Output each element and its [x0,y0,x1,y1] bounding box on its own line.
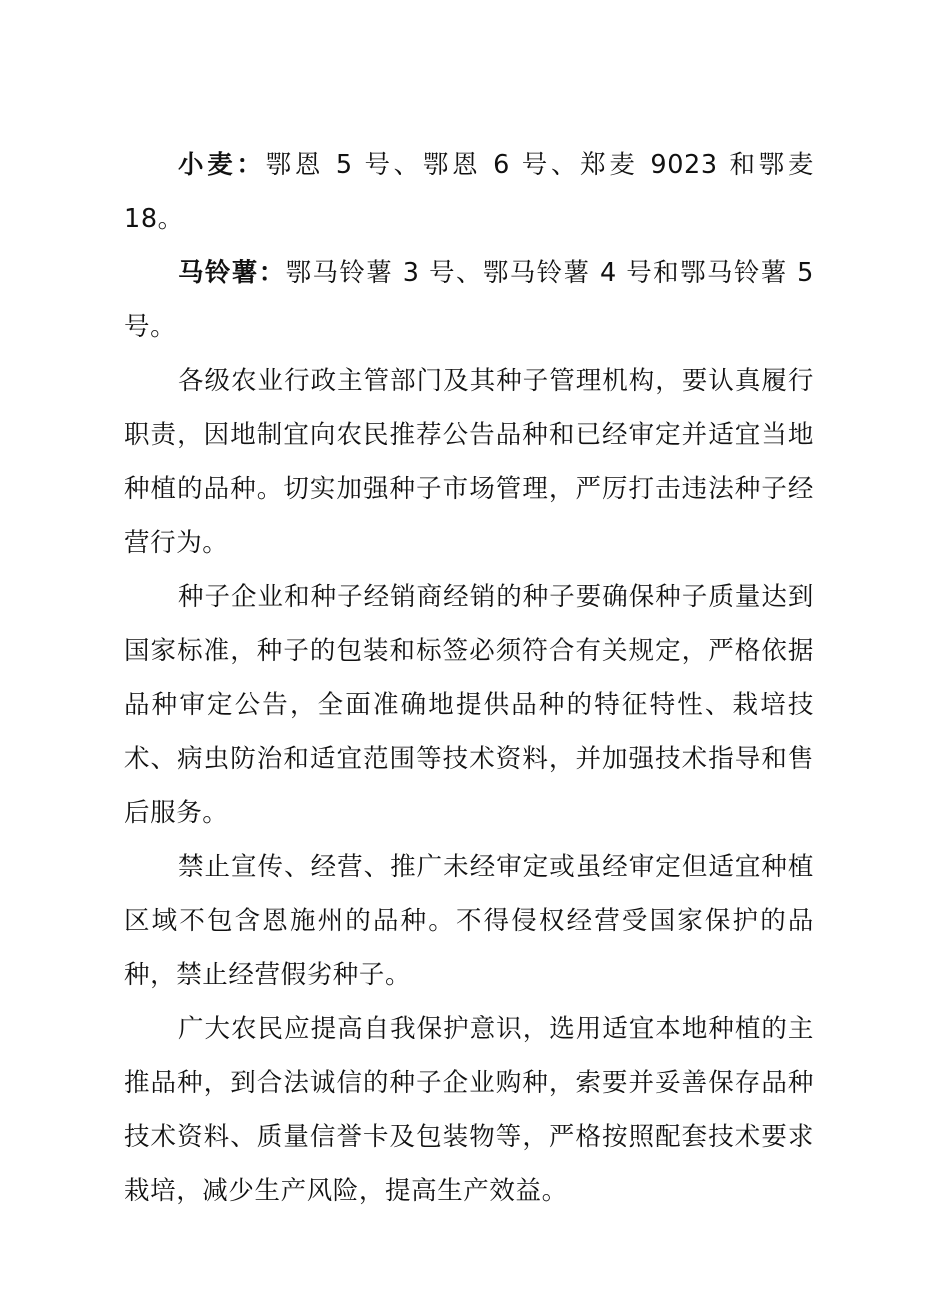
paragraph-prohibitions [124,840,814,1002]
paragraph-authorities [124,354,814,570]
paragraph-wheat [124,138,814,246]
document-body [124,138,814,1218]
authorities-text: 各级农业行政主管部门及其种子管理机构，要认真履行职责，因地制宜向农民推荐公告品种和已经审定并适宜当地种植的品种。切实加强种子市场管理，严厉打击违法种子经营行为。 [124,366,814,558]
farmers-text: 广大农民应提高自我保护意识，选用适宜本地种植的主推品种，到合法诚信的种子企业购种，索要并妥善保存品种技术资料、质量信誉卡及包装物等，严格按照配套技术要求栽培，减少生产风险，提高生产效益。 [124,1014,814,1206]
paragraph-seed-companies [124,570,814,840]
potato-varieties: 鄂马铃薯 3 号、鄂马铃薯 4 号和鄂马铃薯 5 号。 [124,258,814,342]
prohibitions-text: 禁止宣传、经营、推广未经审定或虽经审定但适宜种植区域不包含恩施州的品种。不得侵权经营受国家保护的品种，禁止经营假劣种子。 [124,852,814,990]
wheat-label: 小麦： [178,150,266,180]
wheat-varieties: 鄂恩 5 号、鄂恩 6 号、郑麦 9023 和鄂麦 18。 [124,150,814,234]
seed-companies-text: 种子企业和种子经销商经销的种子要确保种子质量达到国家标准，种子的包装和标签必须符合有关规定，严格依据品种审定公告，全面准确地提供品种的特征特性、栽培技术、病虫防治和适宜范围等技术资料，并加强技术指导和售后服务。 [124,582,814,828]
paragraph-potato [124,246,814,354]
paragraph-farmers [124,1002,814,1218]
potato-label: 马铃薯： [178,258,286,288]
